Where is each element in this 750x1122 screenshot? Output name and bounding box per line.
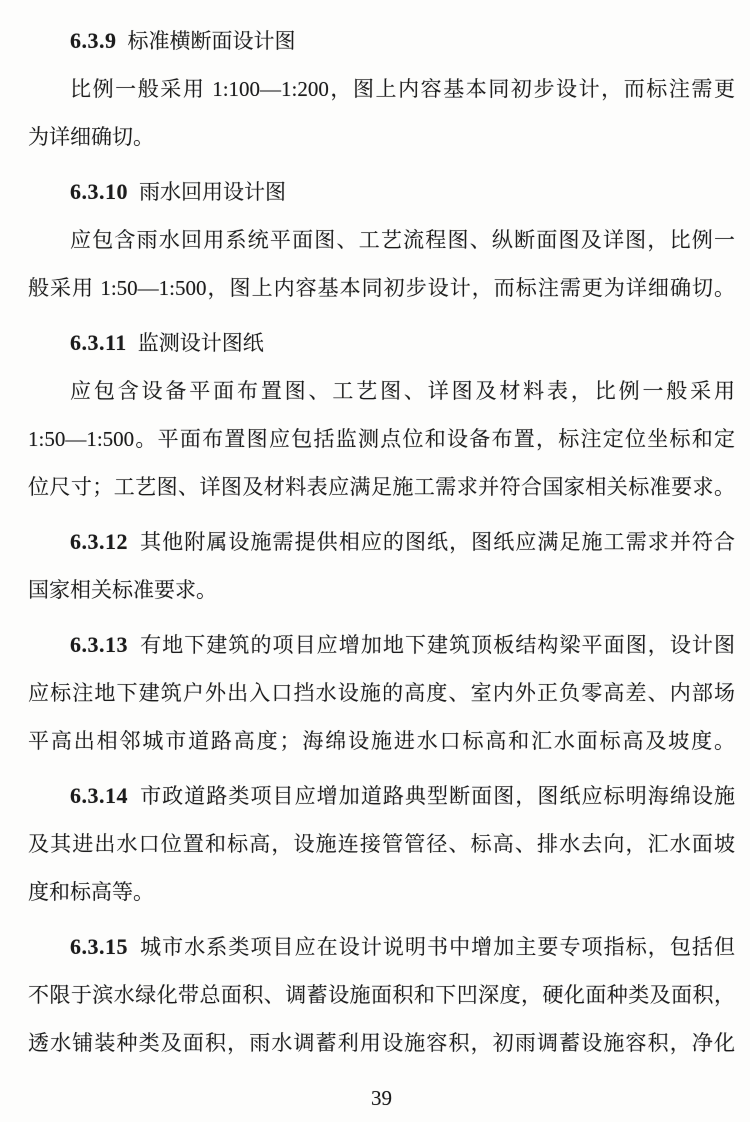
section-number: 6.3.13 (70, 632, 128, 657)
paragraph-text: 城市水系类项目应在设计说明书中增加主要专项指标，包括但 (139, 935, 735, 959)
paragraph-line: 平高出相邻城市道路高度；海绵设施进水口标高和汇水面标高及坡度。 (28, 729, 735, 753)
paragraph-text: 有地下建筑的项目应增加地下建筑顶板结构梁平面图，设计图 (139, 633, 735, 657)
paragraph-line (28, 772, 735, 820)
paragraph-line: 1:50—1:500。平面布置图应包括监测点位和设备布置，标注定位坐标和定 (28, 427, 735, 451)
paragraph-line: 般采用 1:50—1:500，图上内容基本同初步设计，而标注需更为详细确切。 (28, 276, 735, 300)
paragraph-line (28, 518, 735, 566)
section-paragraph-6-3-13 (28, 621, 735, 765)
section-number: 6.3.12 (70, 529, 128, 554)
paragraph-line: 应包含设备平面布置图、工艺图、详图及材料表，比例一般采用 (70, 379, 735, 403)
paragraph-line: 位尺寸；工艺图、详图及材料表应满足施工需求并符合国家相关标准要求。 (28, 475, 735, 499)
paragraph-line: 国家相关标准要求。 (28, 578, 217, 602)
paragraph-line: 应标注地下建筑户外出入口挡水设施的高度、室内外正负零高差、内部场 (28, 681, 735, 705)
paragraph-line: 应包含雨水回用系统平面图、工艺流程图、纵断面图及详图，比例一 (70, 228, 735, 252)
paragraph-line: 及其进出水口位置和标高，设施连接管管径、标高、排水去向，汇水面坡 (28, 832, 735, 856)
paragraph-line: 不限于滨水绿化带总面积、调蓄设施面积和下凹深度，硬化面种类及面积， (28, 983, 735, 1007)
paragraph (28, 367, 735, 511)
section-heading-6-3-10 (28, 168, 735, 216)
section-number: 6.3.11 (70, 330, 127, 355)
paragraph-text: 市政道路类项目应增加道路典型断面图，图纸应标明海绵设施 (139, 784, 735, 808)
page-number: 39 (371, 1086, 392, 1110)
paragraph-text: 其他附属设施需提供相应的图纸，图纸应满足施工需求并符合 (139, 530, 735, 554)
section-title: 监测设计图纸 (137, 331, 264, 355)
section-heading-6-3-11 (28, 319, 735, 367)
paragraph (28, 216, 735, 312)
paragraph (28, 65, 735, 161)
paragraph-line: 透水铺装种类及面积，雨水调蓄利用设施容积，初雨调蓄设施容积，净化 (28, 1031, 735, 1055)
paragraph-line: 度和标高等。 (28, 880, 154, 904)
section-number: 6.3.9 (70, 28, 117, 53)
section-paragraph-6-3-15 (28, 923, 735, 1067)
section-paragraph-6-3-14 (28, 772, 735, 916)
paragraph-line (28, 923, 735, 971)
section-number: 6.3.10 (70, 179, 128, 204)
paragraph-line: 比例一般采用 1:100—1:200，图上内容基本同初步设计，而标注需更 (70, 77, 735, 101)
paragraph-line (28, 621, 735, 669)
section-title: 雨水回用设计图 (139, 180, 286, 204)
section-paragraph-6-3-12 (28, 518, 735, 614)
section-number: 6.3.15 (70, 934, 128, 959)
section-number: 6.3.14 (70, 783, 128, 808)
section-heading-6-3-9 (28, 17, 735, 65)
section-title: 标准横断面设计图 (127, 29, 296, 53)
paragraph-line: 为详细确切。 (28, 125, 154, 149)
